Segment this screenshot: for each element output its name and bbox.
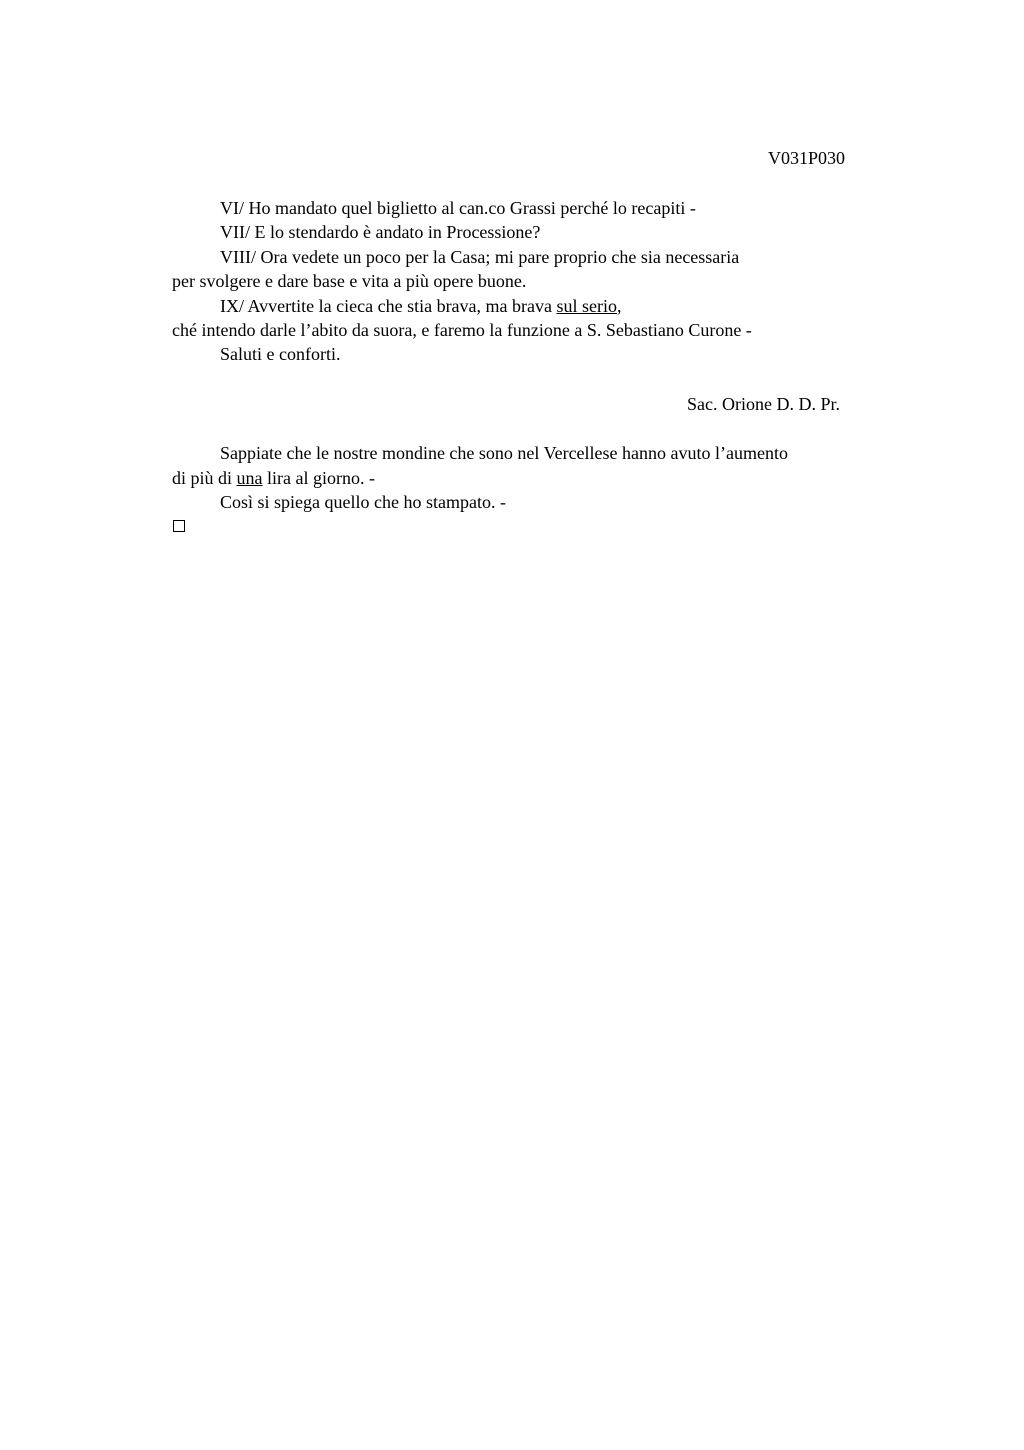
letter-body xyxy=(172,196,892,532)
postscript-text-before: di più di xyxy=(172,467,237,488)
item-ix-comma: , xyxy=(617,295,622,316)
greeting: Saluti e conforti. xyxy=(220,344,341,365)
item-viii-line-2: per svolgere e dare base e vita a più opere buone. xyxy=(172,271,527,292)
item-ix-underlined: sul serio xyxy=(556,295,617,316)
postscript-line-2 xyxy=(172,466,892,490)
item-ix-line-1 xyxy=(172,294,892,318)
postscript-line-1: Sappiate che le nostre mondine che sono nel Vercellese hanno avuto l’aumento xyxy=(220,443,788,464)
end-square-icon xyxy=(173,520,185,532)
page-code: V031P030 xyxy=(767,148,845,168)
postscript-text-after: lira al giorno. - xyxy=(262,467,375,488)
signature: Sac. Orione D. D. Pr. xyxy=(687,393,840,414)
item-ix-text: IX/ Avvertite la cieca che stia brava, ma brava xyxy=(220,295,557,316)
item-vi: VI/ Ho mandato quel biglietto al can.co Grassi perché lo recapiti - xyxy=(220,198,696,218)
item-viii-line-1: VIII/ Ora vedete un poco per la Casa; mi pare proprio che sia necessaria xyxy=(220,246,740,267)
postscript-underlined: una xyxy=(236,467,263,488)
postscript-line-3: Così si spiega quello che ho stampato. - xyxy=(220,492,506,513)
item-vii: VII/ E lo stendardo è andato in Processione? xyxy=(220,222,541,243)
item-ix-line-2: ché intendo darle l’abito da suora, e faremo la funzione a S. Sebastiano Curone - xyxy=(172,320,752,341)
